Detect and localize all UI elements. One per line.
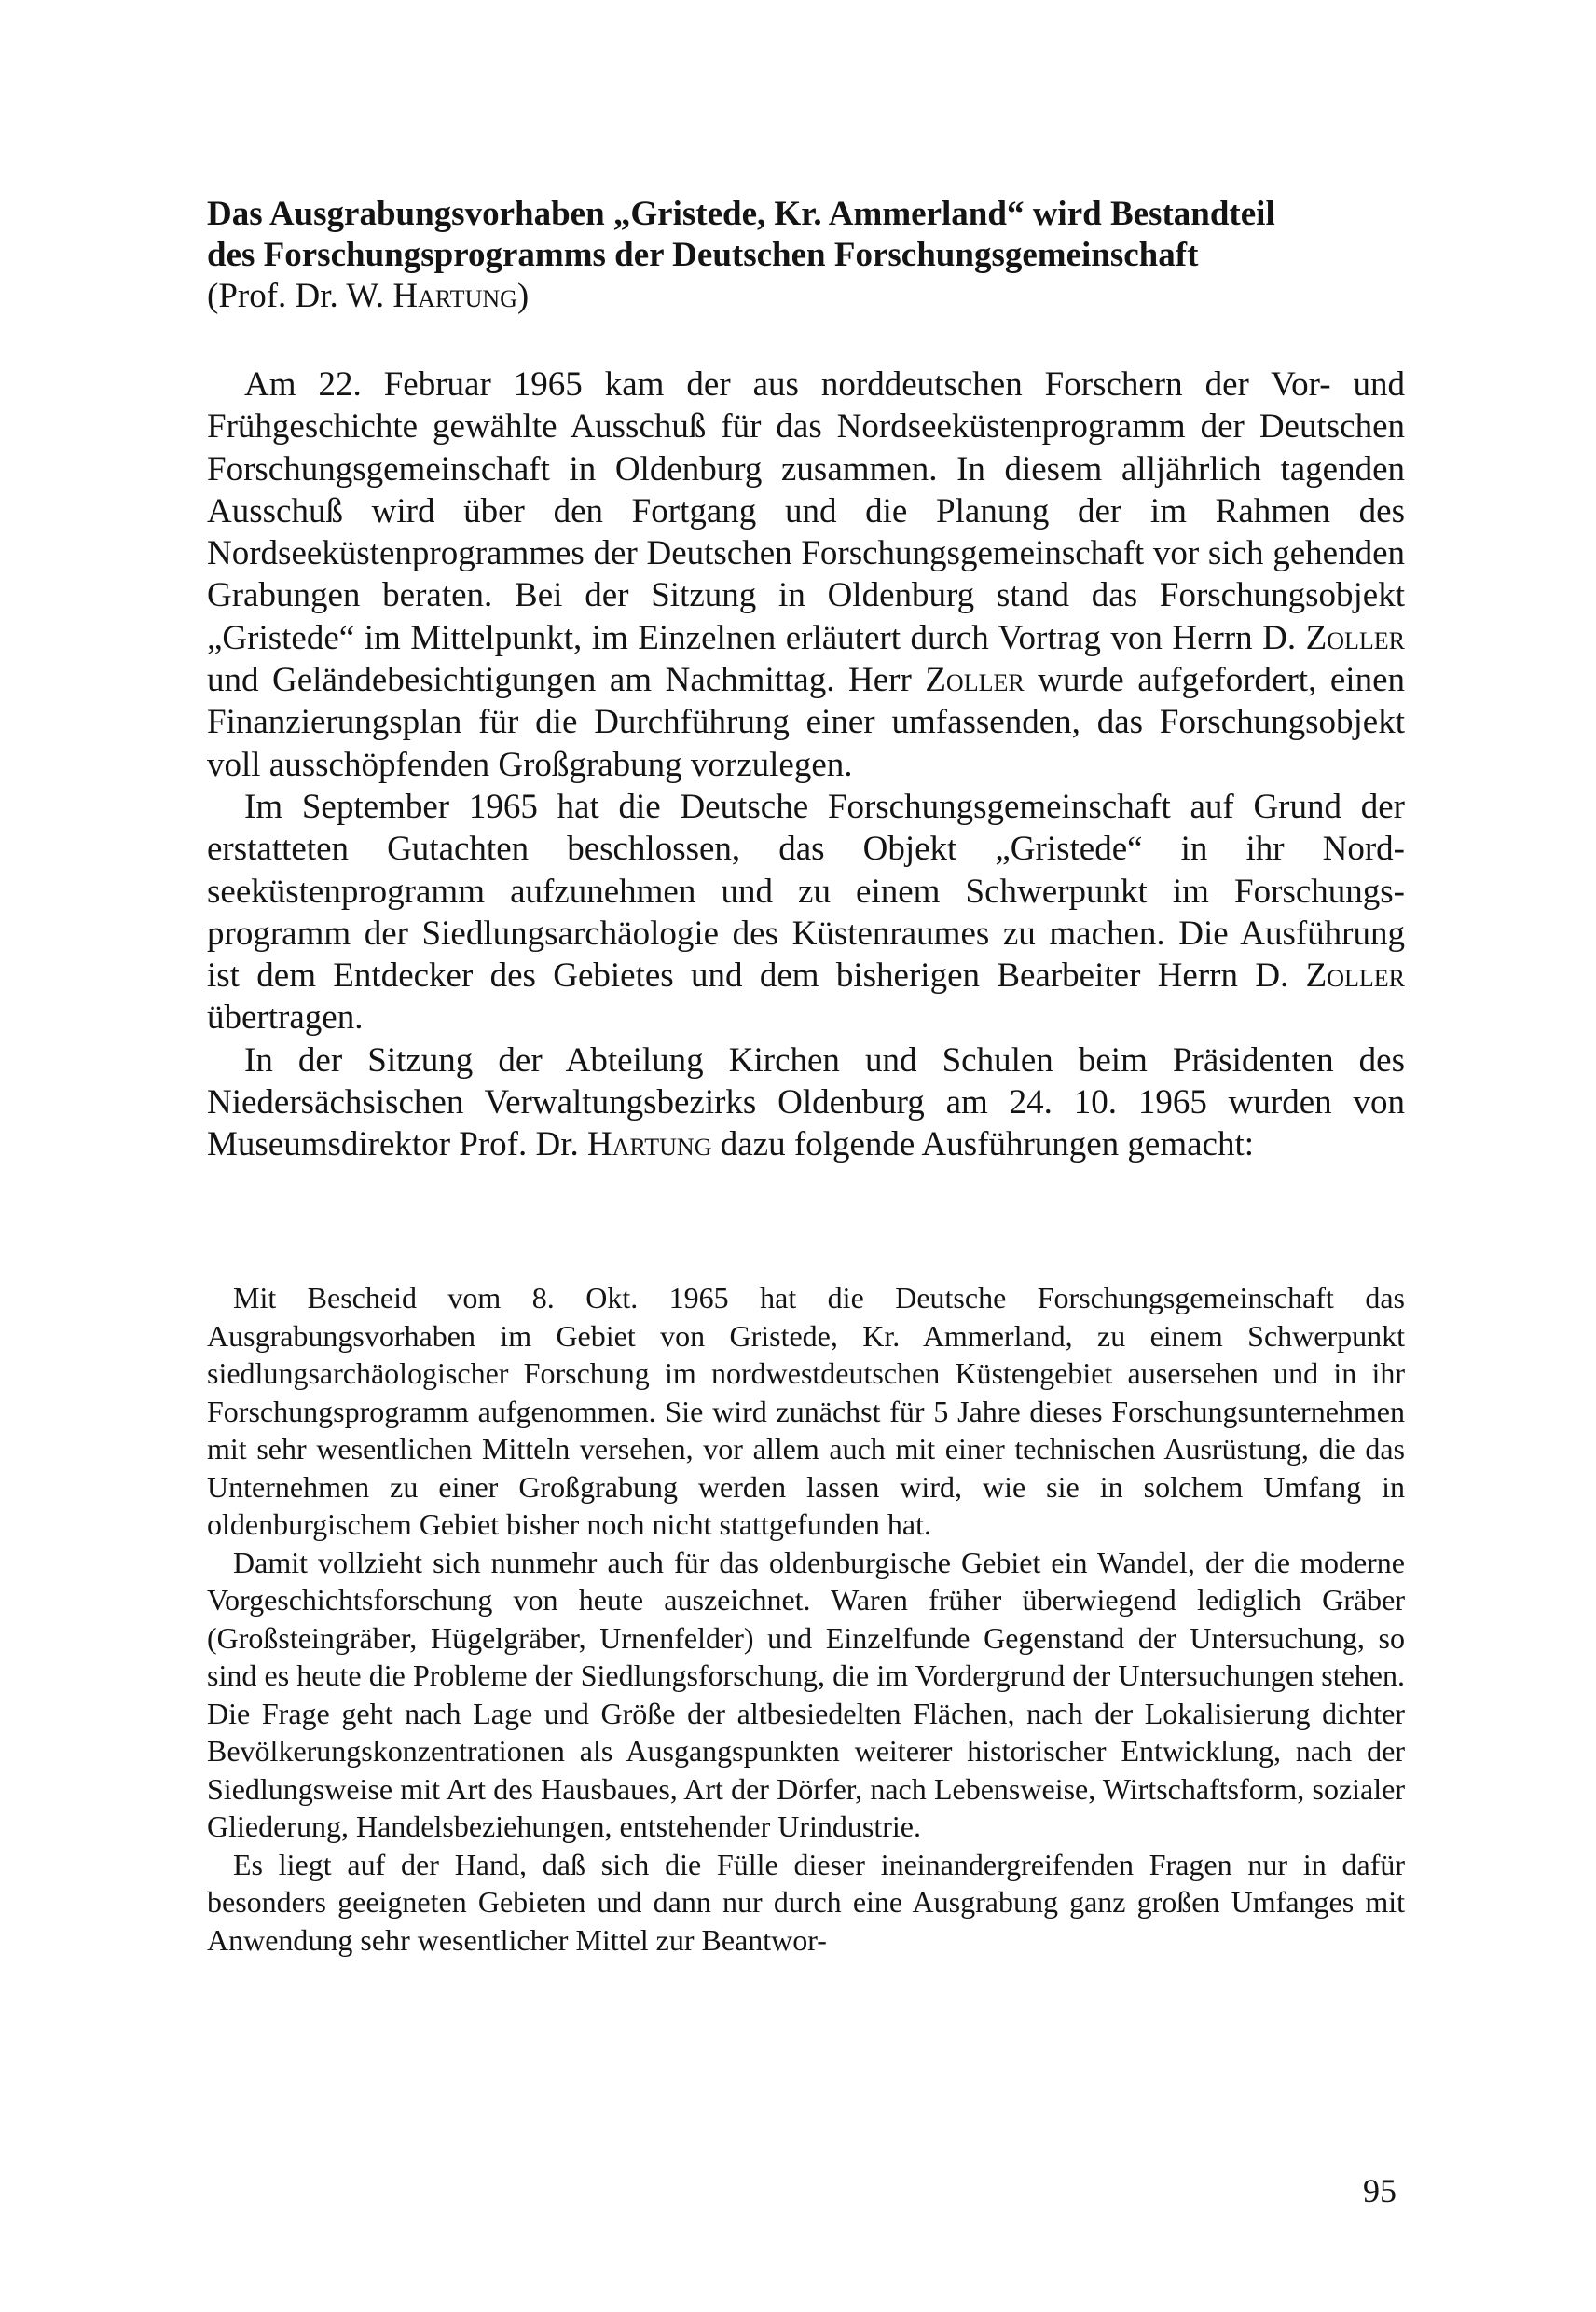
byline-suffix: ) [516,277,530,315]
quote-paragraph-1: Mit Bescheid vom 8. Okt. 1965 hat die Deutsche Forschungsgemeinschaft das Ausgrabungsvorhaben im Gebiet von Gristede, Kr. Ammerland, zu einem Schwerpunkt siedlungsarchäologischer Forschung im nordwestdeutschen Küstengebiet ausersehen und in ihr Forschungsprogramm aufgenommen. Sie wird zunächst für 5 Jahre dieses Forschungsunternehmen mit sehr wesentlichen Mitteln versehen, vor allem auch mit einer technischen Ausrüstung, die das Unternehmen zu einer Großgrabung werden lassen wird, wie sie in solchem Umfang in oldenburgischem Gebiet bisher noch nicht stattgefunden hat. [207,1281,1405,1541]
paragraph-3-part-b: dazu folgende Ausführungen gemacht: [711,1125,1255,1164]
paragraph-1-part-c: wurde aufgefordert, einen Finanzierungsplan für die Durchführung einer umfassenden, das Forschungsobjekt voll ausschöpfenden Großgrabung vorzulegen. [207,661,1405,784]
paragraph-1-part-b: und Geländebesichtigungen am Nachmittag. Herr [207,661,926,700]
paragraph-1 [207,364,1405,786]
paragraph-2-part-b: übertragen. [207,998,364,1038]
author-name-hartung: Hartung [587,1125,712,1164]
author-name-zoller: Zoller [1305,956,1405,996]
quote-paragraph-2: Damit vollzieht sich nunmehr auch für das oldenburgische Gebiet ein Wandel, der die moderne Vorgeschichtsforschung von heute auszeichnet. Waren früher überwiegend lediglich Gräber (Großsteingräber, Hügelgräber, Urnenfelder) und Einzelfunde Gegenstand der Untersuchung, so sind es heute die Probleme der Siedlungsforschung, die im Vordergrund der Untersuchungen stehen. Die Frage geht nach Lage und Größe der altbesiedelten Flächen, nach der Lokalisierung dichter Bevölkerungskonzentrationen als Ausgangspunkten weiterer historischer Entwicklung, nach der Siedlungsweise mit Art des Hausbaues, Art der Dörfer, nach Lebensweise, Wirtschaftsform, sozialer Gliederung, Handelsbeziehungen, entstehender Urindustrie. [207,1545,1405,1843]
quote-paragraph-3: Es liegt auf der Hand, daß sich die Fülle dieser ineinandergreifenden Fragen nur in dafür besonders geeigneten Gebieten und dann nur durch eine Ausgrabung ganz großen Umfanges mit Anwendung sehr wesentlicher Mittel zur Beantwor- [207,1847,1405,1957]
author-name-zoller: Zoller [1305,618,1405,657]
heading-line-2: des Forschungsprogramms der Deutschen Forschungsgemeinschaft [207,236,1199,274]
byline-author-name: Hartung [392,277,517,315]
paragraph-2 [207,786,1405,1039]
author-name-zoller: Zoller [925,661,1025,700]
paragraph-3-part-a: In der Sitzung der Abteilung Kirchen und Schulen beim Präsidenten des Niedersächsischen Verwaltungsbezirks Oldenburg am 24. 10. 1965 wurden von Museumsdirektor Prof. Dr. [207,1040,1405,1164]
byline-prefix: (Prof. Dr. W. [207,277,393,315]
quoted-statement [207,1279,1405,1959]
article-heading [207,194,1419,317]
heading-line-1: Das Ausgrabungsvorhaben „Gristede, Kr. Ammerland“ wird Bestandteil [207,195,1275,233]
paragraph-3 [207,1039,1405,1166]
paragraph-2-part-a: Im September 1965 hat die Deutsche Forschungsgemeinschaft auf Grund der erstatteten Gutachten beschlossen, das Objekt „Gristede“ in ihr Nordseeküstenprogramm aufzunehmen und zu einem Schwerpunkt im Forschungsprogramm der Siedlungsarchäologie des Küstenraumes zu machen. Die Ausführung ist dem Entdecker des Gebietes und dem bisherigen Bearbeiter Herrn D. [207,787,1405,996]
heading-byline [207,276,1419,317]
main-body-text [207,364,1405,1166]
paragraph-1-part-a: Am 22. Februar 1965 kam der aus norddeutschen Forschern der Vor- und Frühgeschichte gewählte Ausschuß für das Nordseeküstenprogramm der Deutschen Forschungsgemeinschaft in Oldenburg zusammen. In diesem alljährlich tagenden Ausschuß wird über den Fortgang und die Planung der im Rahmen des Nordseeküstenprogrammes der Deutschen Forschungsgemeinschaft vor sich gehenden Grabungen beraten. Bei der Sitzung in Oldenburg stand das Forschungsobjekt „Gristede“ im Mittelpunkt, im Einzelnen erläutert durch Vortrag von Herrn D. [207,365,1405,657]
page-number: 95 [1363,2172,1396,2209]
